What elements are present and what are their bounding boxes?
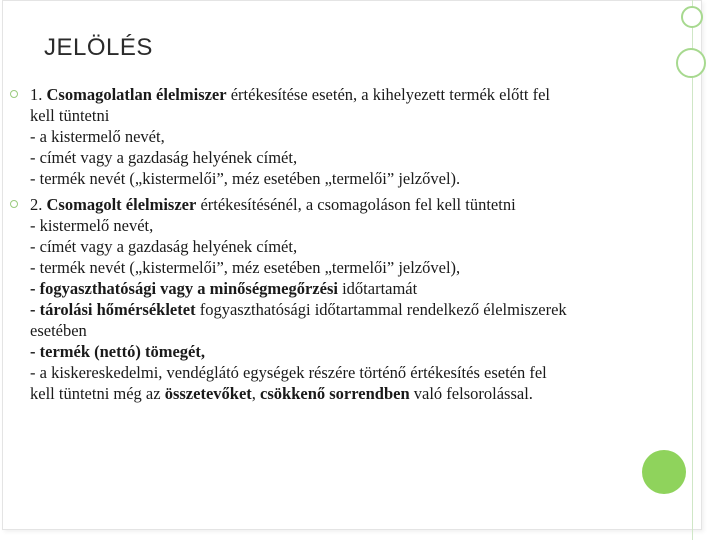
storage-continuation: esetében [30,321,87,340]
shelf-life-line [30,278,686,299]
retail-continuation [30,383,686,404]
item-heading: Csomagolt élelmiszer [46,195,197,214]
retail-line: - a kiskereskedelmi, vendéglátó egységek részére történő értékesítés esetén fel [30,363,547,382]
slide-title: JELÖLÉS [44,34,153,61]
item-line: - címét vagy a gazdaság helyének címét, [30,237,298,256]
item-number: 2. [30,195,43,214]
shelf-life-rest: időtartamát [337,279,418,298]
item-intro-text: értékesítésénél, a csomagoláson fel kell tüntetni [200,195,516,214]
item-number: 1. [30,85,43,104]
bullet-list [10,84,686,409]
storage-line [30,299,686,320]
decorative-green-dot [642,450,686,494]
item-intro-continuation: kell tüntetni [30,106,110,125]
bullet-item-unpackaged [10,84,686,189]
storage-rest: fogyaszthatósági időtartammal rendelkező élelmiszerek [195,300,567,319]
net-weight-bold: - termék (nettó) tömegét, [30,342,205,361]
retail-prefix: kell tüntetni még az [30,384,165,403]
item-intro-line [30,194,686,215]
decorative-vertical-line [692,0,693,540]
decorative-ring-top [681,6,703,28]
ingredients-bold: összetevőket [164,384,252,403]
item-line: - kistermelő nevét, [30,216,154,235]
item-line: - a kistermelő nevét, [30,127,165,146]
net-weight-line [30,341,686,362]
item-intro-text: értékesítése esetén, a kihelyezett termék előtt fel [230,85,551,104]
item-intro-line [30,84,686,105]
shelf-life-bold: - fogyaszthatósági vagy a minőségmegőrzési [30,279,338,298]
storage-bold: - tárolási hőmérsékletet [30,300,196,319]
item-heading: Csomagolatlan élelmiszer [46,85,227,104]
descending-order-bold: csökkenő sorrendben [260,384,410,403]
bullet-item-packaged [10,194,686,404]
decorative-ring-middle [676,48,706,78]
item-line: - címét vagy a gazdaság helyének címét, [30,148,298,167]
item-line: - termék nevét („kistermelői”, méz esetében „termelői” jelzővel). [30,169,461,188]
bullet-circle-icon [10,200,18,208]
item-line: - termék nevét („kistermelői”, méz esetében „termelői” jelzővel), [30,258,461,277]
retail-suffix: való felsorolással. [409,384,533,403]
retail-comma: , [251,384,261,403]
bullet-circle-icon [10,90,18,98]
